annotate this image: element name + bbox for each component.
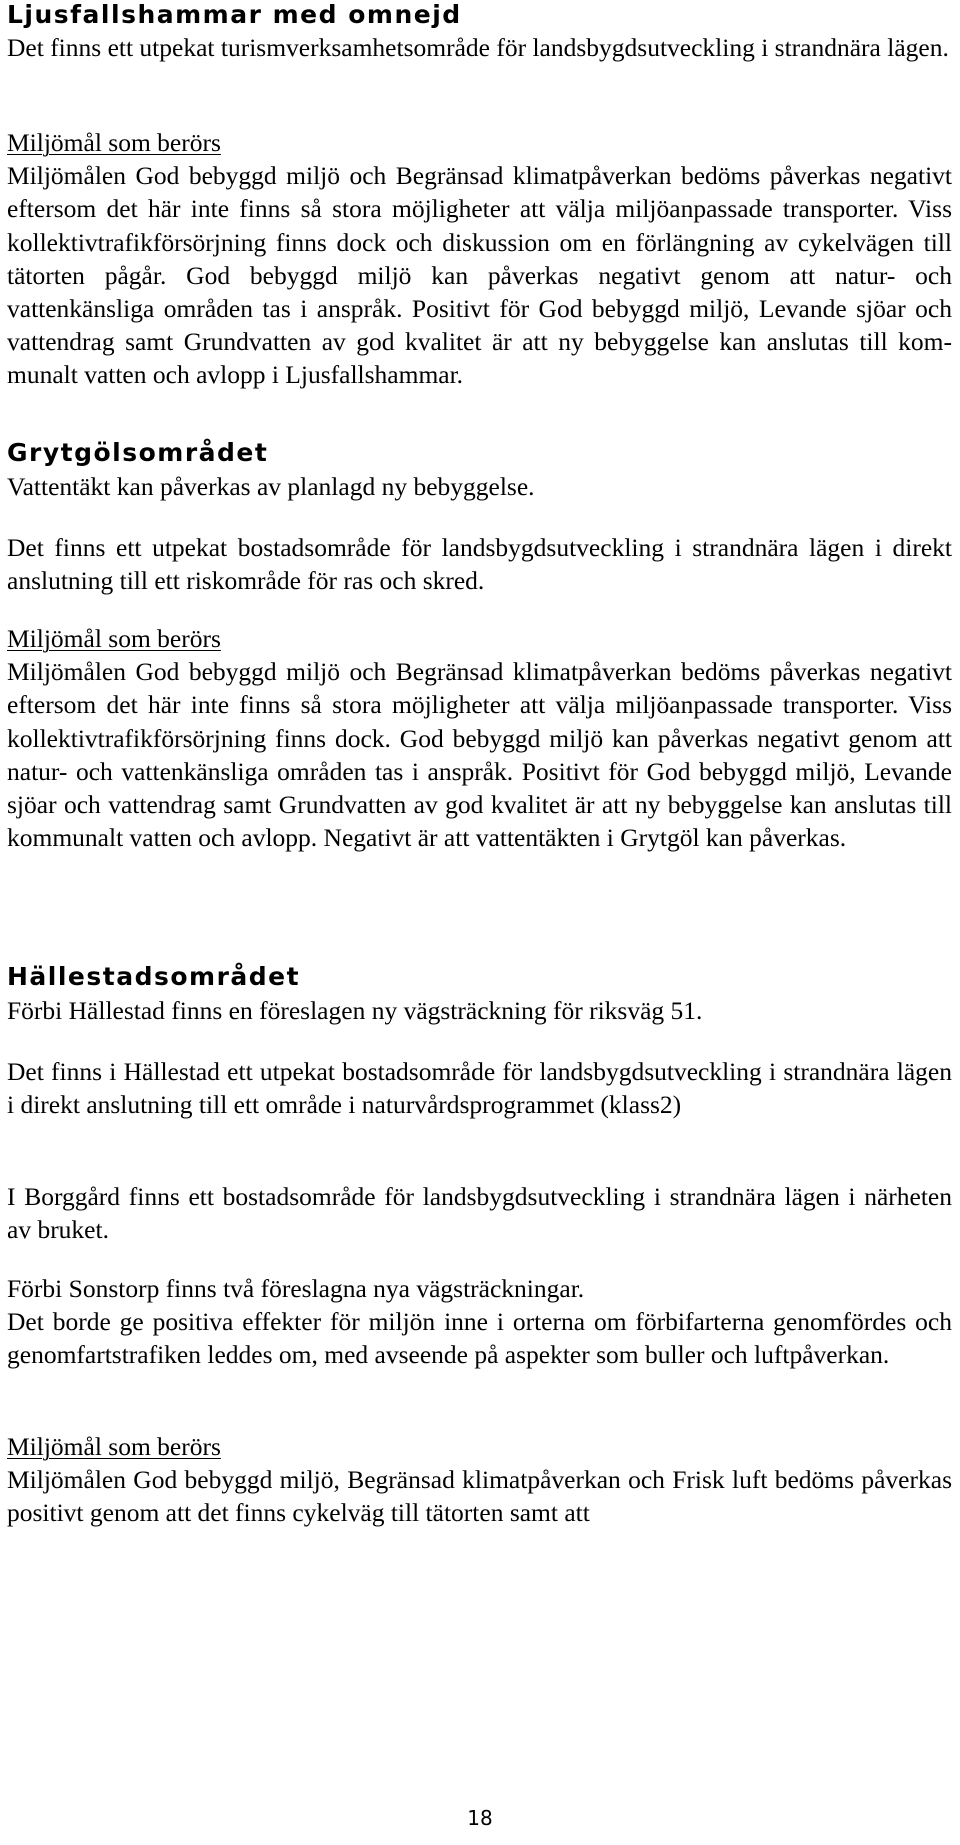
paragraph: Vattentäkt kan påverkas av planlagd ny bebyggelse. bbox=[7, 472, 535, 501]
env-goals-text: Miljömålen God bebyggd miljö och Begränsad klimatpåverkan bedöms påverkas negativt eftersom det här inte finns så stora möjligheter att välja miljöanpassade transporter. Viss kollektivtrafikförsörjning finns dock. God bebyggd miljö kan påverkas negativt genom att natur- och vattenkänsliga områden tas i anspråk. Positivt för God bebyggd miljö, Levande sjöar och vattendrag samt Grundvatten av god kvalitet är att ny bebyggelse kan anslutas till kommunalt vatten och avlopp. Negativt är att vattentäkten i Grytgöl kan påverkas. bbox=[7, 657, 952, 853]
env-goals-block-1 bbox=[7, 126, 952, 392]
paragraph: Det finns i Hällestad ett utpekat bostadsområde för landsbygdsutveckling i strandnära lägen i direkt anslutning till ett område i naturvårdsprogrammet (klass2) bbox=[7, 1057, 952, 1120]
paragraph-block bbox=[7, 531, 952, 597]
paragraph-block bbox=[7, 1272, 952, 1372]
env-goals-block-2 bbox=[7, 622, 952, 854]
section-title: Grytgölsområdet bbox=[7, 438, 269, 467]
paragraph: Förbi Sonstorp finns två föreslagna nya vägsträckningar. bbox=[7, 1274, 585, 1303]
env-goals-heading: Miljömål som berörs bbox=[7, 128, 221, 157]
paragraph-block bbox=[7, 1055, 952, 1121]
env-goals-text: Miljömålen God bebyggd miljö, Begränsad klimatpåverkan och Frisk luft bedöms påverkas positivt genom att det finns cykelväg till tätorten samt att bbox=[7, 1465, 952, 1528]
page-number: 18 bbox=[467, 1806, 493, 1830]
section-title: Ljusfallshammar med omnejd bbox=[7, 0, 462, 29]
intro-paragraph: Det finns ett utpekat turismverksamhetsområde för landsbygdsutveckling i strandnära lägen. bbox=[7, 33, 949, 62]
paragraph: Det finns ett utpekat bostadsområde för landsbygdsutveckling i strandnära lägen i direkt anslutning till ett riskområde för ras och skred. bbox=[7, 533, 952, 596]
section-hallestad bbox=[7, 962, 952, 1027]
env-goals-heading: Miljömål som berörs bbox=[7, 624, 221, 653]
paragraph-block bbox=[7, 1180, 952, 1246]
section-ljusfallshammar bbox=[7, 0, 952, 64]
paragraph: Det borde ge positiva effekter för miljön inne i orterna om förbifarterna genomfördes och genomfartstrafiken leddes om, med avseende på aspekter som buller och luftpåverkan. bbox=[7, 1307, 952, 1370]
section-grytgol bbox=[7, 438, 952, 503]
section-title: Hällestadsområdet bbox=[7, 962, 301, 991]
paragraph: I Borggård finns ett bostadsområde för landsbygdsutveckling i strandnära lägen i närheten av bruket. bbox=[7, 1182, 952, 1245]
env-goals-text: Miljömålen God bebyggd miljö och Begränsad klimatpåverkan bedöms påverkas negativt eftersom det här inte finns så stora möjligheter att välja miljöanpassade transporter. Viss kollektivtrafikförsörjning finns dock och diskussion om en förlängning av cykelvägen till tätorten pågår. God bebyggd miljö kan påverkas negativt genom att natur- och vattenkänsliga områden tas i anspråk. Positivt för God bebyggd miljö, Levande sjöar och vattendrag samt Grundvatten av god kvalitet är att ny bebyggelse kan anslutas till kommunalt vatten och avlopp i Ljusfallshammar. bbox=[7, 161, 952, 390]
paragraph: Förbi Hällestad finns en föreslagen ny vägsträckning för riksväg 51. bbox=[7, 996, 703, 1025]
env-goals-block-3 bbox=[7, 1430, 952, 1530]
env-goals-heading: Miljömål som berörs bbox=[7, 1432, 221, 1461]
